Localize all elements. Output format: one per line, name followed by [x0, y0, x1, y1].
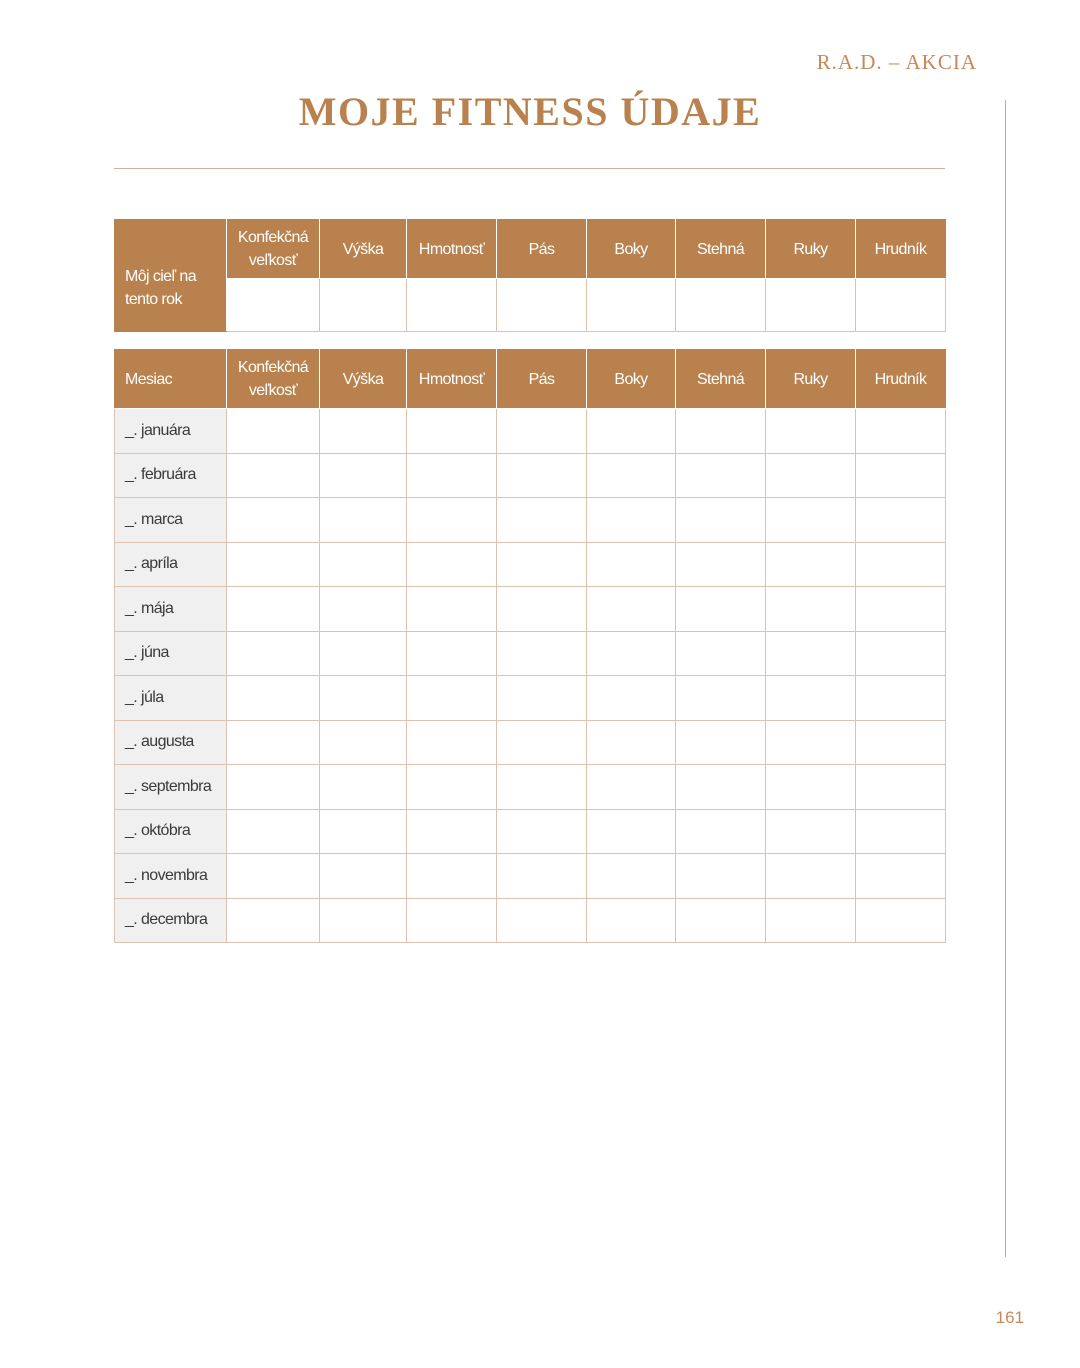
table-row: [115, 542, 946, 587]
measurement-input-cell[interactable]: [587, 898, 676, 943]
month-label: _. marca: [115, 498, 227, 543]
measurement-input-cell[interactable]: [587, 809, 676, 854]
month-label: _. decembra: [115, 898, 227, 943]
measurement-input-cell[interactable]: [676, 409, 766, 454]
goal-input-cell[interactable]: [320, 279, 407, 332]
column-header-weight: Hmotnosť: [407, 350, 497, 409]
measurement-input-cell[interactable]: [587, 453, 676, 498]
column-header-weight: Hmotnosť: [407, 220, 497, 279]
measurement-input-cell[interactable]: [320, 587, 407, 632]
measurement-input-cell[interactable]: [320, 542, 407, 587]
month-label: _. apríla: [115, 542, 227, 587]
measurement-input-cell[interactable]: [676, 631, 766, 676]
goal-input-cell[interactable]: [407, 279, 497, 332]
measurement-input-cell[interactable]: [407, 676, 497, 721]
month-label: _. augusta: [115, 720, 227, 765]
measurement-input-cell[interactable]: [320, 898, 407, 943]
measurement-input-cell[interactable]: [587, 409, 676, 454]
measurement-input-cell[interactable]: [676, 898, 766, 943]
measurement-input-cell[interactable]: [497, 587, 587, 632]
column-header-thighs: Stehná: [676, 350, 766, 409]
measurement-input-cell[interactable]: [320, 720, 407, 765]
column-header-month: Mesiac: [115, 350, 227, 409]
measurement-input-cell[interactable]: [227, 809, 320, 854]
month-label: _. mája: [115, 587, 227, 632]
measurement-input-cell[interactable]: [227, 498, 320, 543]
measurement-input-cell[interactable]: [676, 676, 766, 721]
measurement-input-cell[interactable]: [856, 542, 946, 587]
month-label: _. januára: [115, 409, 227, 454]
measurement-input-cell[interactable]: [227, 409, 320, 454]
title-divider: [114, 168, 945, 169]
measurement-input-cell[interactable]: [587, 498, 676, 543]
measurement-input-cell[interactable]: [407, 854, 497, 899]
measurement-input-cell[interactable]: [227, 453, 320, 498]
goal-input-cell[interactable]: [587, 279, 676, 332]
measurement-input-cell[interactable]: [676, 453, 766, 498]
column-header-chest: Hrudník: [856, 220, 946, 279]
measurement-input-cell[interactable]: [320, 765, 407, 810]
measurement-input-cell[interactable]: [587, 631, 676, 676]
measurement-input-cell[interactable]: [497, 809, 587, 854]
measurement-input-cell[interactable]: [320, 453, 407, 498]
page-title: MOJE FITNESS ÚDAJE: [298, 89, 762, 134]
goal-input-cell[interactable]: [856, 279, 946, 332]
table-row: [115, 676, 946, 721]
column-header-hips: Boky: [587, 350, 676, 409]
measurement-input-cell[interactable]: [227, 542, 320, 587]
measurement-input-cell[interactable]: [766, 453, 856, 498]
measurement-input-cell[interactable]: [587, 542, 676, 587]
measurement-input-cell[interactable]: [497, 631, 587, 676]
goal-table: [114, 219, 946, 332]
measurement-input-cell[interactable]: [856, 409, 946, 454]
measurement-input-cell[interactable]: [227, 720, 320, 765]
running-head: R.A.D. – AKCIA: [816, 50, 977, 74]
measurement-input-cell[interactable]: [227, 631, 320, 676]
table-row: [115, 587, 946, 632]
column-header-hips: Boky: [587, 220, 676, 279]
column-header-height: Výška: [320, 220, 407, 279]
measurement-input-cell[interactable]: [766, 409, 856, 454]
measurement-input-cell[interactable]: [407, 765, 497, 810]
measurement-input-cell[interactable]: [497, 676, 587, 721]
measurement-input-cell[interactable]: [856, 809, 946, 854]
measurement-input-cell[interactable]: [407, 587, 497, 632]
measurement-input-cell[interactable]: [587, 676, 676, 721]
measurement-input-cell[interactable]: [587, 720, 676, 765]
table-row: [115, 498, 946, 543]
column-header-size: Konfekčná veľkosť: [227, 220, 320, 279]
measurement-input-cell[interactable]: [320, 809, 407, 854]
measurement-input-cell[interactable]: [497, 498, 587, 543]
column-header-thighs: Stehná: [676, 220, 766, 279]
measurement-input-cell[interactable]: [320, 676, 407, 721]
measurement-input-cell[interactable]: [766, 542, 856, 587]
table-row: [115, 453, 946, 498]
measurement-input-cell[interactable]: [856, 676, 946, 721]
measurement-input-cell[interactable]: [856, 631, 946, 676]
measurement-input-cell[interactable]: [766, 854, 856, 899]
measurement-input-cell[interactable]: [766, 587, 856, 632]
column-header-height: Výška: [320, 350, 407, 409]
month-label: _. februára: [115, 453, 227, 498]
column-header-waist: Pás: [497, 220, 587, 279]
column-header-arms: Ruky: [766, 350, 856, 409]
measurement-input-cell[interactable]: [407, 409, 497, 454]
measurement-input-cell[interactable]: [766, 898, 856, 943]
month-label: _. júna: [115, 631, 227, 676]
table-row: [115, 631, 946, 676]
measurement-input-cell[interactable]: [856, 854, 946, 899]
measurement-input-cell[interactable]: [227, 587, 320, 632]
measurement-input-cell[interactable]: [766, 498, 856, 543]
measurement-input-cell[interactable]: [407, 898, 497, 943]
column-header-chest: Hrudník: [856, 350, 946, 409]
measurement-input-cell[interactable]: [407, 631, 497, 676]
measurement-input-cell[interactable]: [856, 498, 946, 543]
measurement-input-cell[interactable]: [497, 720, 587, 765]
table-row: [115, 765, 946, 810]
measurement-input-cell[interactable]: [676, 765, 766, 810]
table-row: [115, 898, 946, 943]
measurement-input-cell[interactable]: [497, 765, 587, 810]
measurement-input-cell[interactable]: [766, 631, 856, 676]
month-label: _. novembra: [115, 854, 227, 899]
measurement-input-cell[interactable]: [856, 587, 946, 632]
goal-input-cell[interactable]: [676, 279, 766, 332]
measurement-input-cell[interactable]: [856, 720, 946, 765]
measurement-input-cell[interactable]: [676, 542, 766, 587]
measurement-input-cell[interactable]: [676, 720, 766, 765]
measurement-input-cell[interactable]: [766, 676, 856, 721]
table-row: [115, 720, 946, 765]
table-row: [115, 854, 946, 899]
measurement-input-cell[interactable]: [407, 720, 497, 765]
margin-rule: [1005, 100, 1006, 1257]
measurement-input-cell[interactable]: [676, 587, 766, 632]
measurement-input-cell[interactable]: [227, 854, 320, 899]
measurement-input-cell[interactable]: [320, 409, 407, 454]
measurement-input-cell[interactable]: [766, 809, 856, 854]
column-header-waist: Pás: [497, 350, 587, 409]
goal-input-cell[interactable]: [227, 279, 320, 332]
measurement-input-cell[interactable]: [497, 453, 587, 498]
measurement-input-cell[interactable]: [766, 765, 856, 810]
goal-input-cell[interactable]: [766, 279, 856, 332]
measurement-input-cell[interactable]: [320, 854, 407, 899]
measurement-input-cell[interactable]: [766, 720, 856, 765]
measurement-input-cell[interactable]: [227, 898, 320, 943]
measurement-input-cell[interactable]: [407, 542, 497, 587]
measurement-input-cell[interactable]: [856, 453, 946, 498]
goal-input-cell[interactable]: [497, 279, 587, 332]
measurement-input-cell[interactable]: [587, 765, 676, 810]
measurement-input-cell[interactable]: [407, 453, 497, 498]
measurement-input-cell[interactable]: [676, 809, 766, 854]
column-header-size: Konfekčná veľkosť: [227, 350, 320, 409]
measurement-input-cell[interactable]: [320, 498, 407, 543]
measurement-input-cell[interactable]: [676, 854, 766, 899]
measurement-input-cell[interactable]: [856, 898, 946, 943]
table-row: [115, 809, 946, 854]
measurement-input-cell[interactable]: [587, 854, 676, 899]
measurement-input-cell[interactable]: [227, 765, 320, 810]
measurement-input-cell[interactable]: [227, 676, 320, 721]
month-label: _. júla: [115, 676, 227, 721]
measurement-input-cell[interactable]: [320, 631, 407, 676]
measurement-input-cell[interactable]: [856, 765, 946, 810]
measurement-input-cell[interactable]: [587, 587, 676, 632]
measurement-input-cell[interactable]: [497, 542, 587, 587]
column-header-arms: Ruky: [766, 220, 856, 279]
measurement-input-cell[interactable]: [676, 498, 766, 543]
page-number: 161: [995, 1308, 1024, 1327]
table-row: [115, 409, 946, 454]
measurement-input-cell[interactable]: [407, 498, 497, 543]
measurement-input-cell[interactable]: [497, 898, 587, 943]
measurement-input-cell[interactable]: [497, 854, 587, 899]
measurement-input-cell[interactable]: [407, 809, 497, 854]
goal-row-header: Môj cieľ na tento rok: [115, 220, 227, 332]
month-label: _. októbra: [115, 809, 227, 854]
month-label: _. septembra: [115, 765, 227, 810]
monthly-table: [114, 349, 946, 943]
measurement-input-cell[interactable]: [497, 409, 587, 454]
